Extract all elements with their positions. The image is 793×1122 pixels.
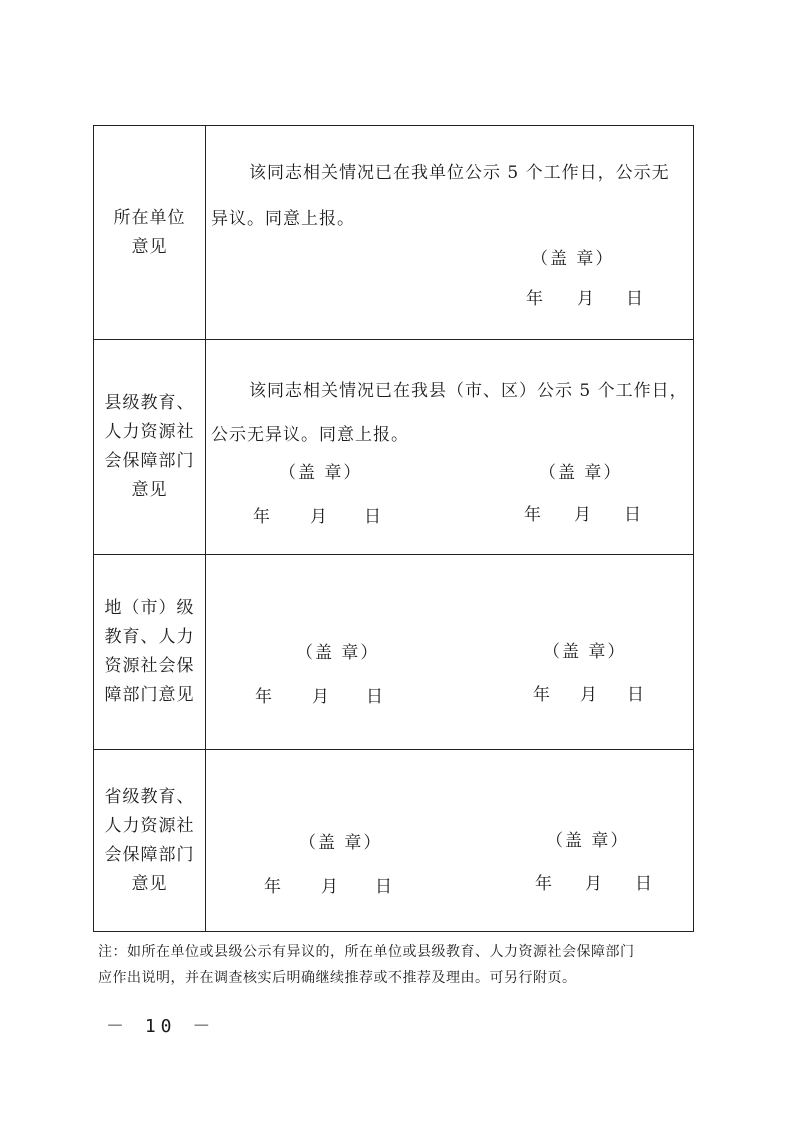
unit-opinion-text-line2: 异议。同意上报。 <box>211 209 355 229</box>
prefecture-seal-left: （盖 章） <box>296 643 380 663</box>
province-opinion-content-cell <box>206 750 694 932</box>
province-opinion-label-cell <box>94 750 206 932</box>
prefecture-opinion-content-cell <box>206 555 694 750</box>
page-number: － 10 － <box>106 1016 216 1037</box>
prefecture-opinion-label: 地（市）级 教育、人力 资源社会保 障部门意见 <box>104 598 195 705</box>
province-date-right: 年 月 日 <box>535 874 652 894</box>
province-opinion-row <box>94 750 694 932</box>
county-opinion-label-cell <box>94 340 206 555</box>
footnote-line2: 应作出说明，并在调查核实后明确继续推荐或不推荐及理由。可另行附页。 <box>98 970 577 986</box>
province-date-left: 年 月 日 <box>264 877 392 897</box>
unit-date: 年 月 日 <box>526 289 643 309</box>
county-seal-right: （盖 章） <box>539 463 623 483</box>
approval-opinions-table <box>93 125 694 932</box>
province-seal-left: （盖 章） <box>299 833 383 853</box>
unit-opinion-text-line1: 该同志相关情况已在我单位公示 5 个工作日，公示无 <box>249 163 670 183</box>
county-opinion-row <box>94 340 694 555</box>
county-opinion-label: 县级教育、 人力资源社 会保障部门 意见 <box>104 393 195 500</box>
footnote-line1: 注：如所在单位或县级公示有异议的，所在单位或县级教育、人力资源社会保障部门 <box>98 944 635 960</box>
prefecture-opinion-label-cell <box>94 555 206 750</box>
county-opinion-content-cell <box>206 340 694 555</box>
county-date-left: 年 月 日 <box>253 507 381 527</box>
prefecture-date-right: 年 月 日 <box>533 685 644 705</box>
unit-opinion-row <box>94 126 694 340</box>
province-opinion-label: 省级教育、 人力资源社 会保障部门 意见 <box>104 786 195 894</box>
prefecture-date-left: 年 月 日 <box>255 687 383 707</box>
unit-seal-label: （盖 章） <box>531 249 615 269</box>
prefecture-seal-right: （盖 章） <box>543 642 627 662</box>
county-opinion-text-line2: 公示无异议。同意上报。 <box>211 425 409 445</box>
county-seal-left: （盖 章） <box>279 463 363 483</box>
prefecture-opinion-row <box>94 555 694 750</box>
county-opinion-text-line1: 该同志相关情况已在我县（市、区）公示 5 个工作日， <box>249 381 688 401</box>
county-date-right: 年 月 日 <box>524 505 641 525</box>
unit-opinion-content-cell <box>206 126 694 340</box>
unit-opinion-label-cell <box>94 126 206 340</box>
province-seal-right: （盖 章） <box>546 831 630 851</box>
unit-opinion-label: 所在单位 意见 <box>113 207 186 257</box>
footnote <box>98 939 698 991</box>
